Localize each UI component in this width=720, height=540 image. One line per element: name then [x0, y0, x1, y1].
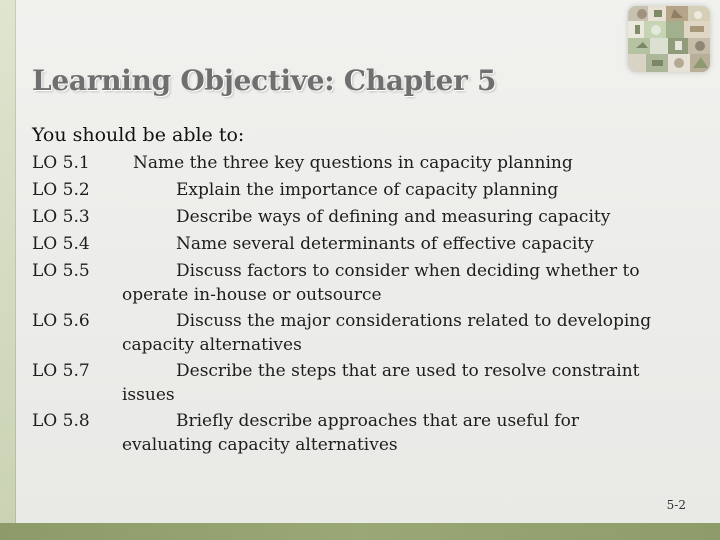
objective-code: LO 5.7 — [32, 361, 90, 381]
objective-text-content: Name several determinants of effective capacity — [176, 234, 594, 254]
objective-text-content: Describe ways of defining and measuring capacity — [176, 207, 611, 227]
bottom-accent-band — [0, 523, 720, 540]
objective-code: LO 5.1 — [32, 153, 90, 173]
objective-text — [122, 232, 670, 256]
objective-text-content: Discuss factors to consider when deciding whether to operate in-house or outsource — [122, 261, 640, 305]
objective-code: LO 5.6 — [32, 311, 90, 331]
objective-text — [122, 359, 670, 407]
corner-collage-image — [628, 6, 710, 72]
objective-text-content: Briefly describe approaches that are useful for evaluating capacity alternatives — [122, 411, 579, 455]
objective-text — [122, 309, 670, 357]
slide-title: Learning Objective: Chapter 5 — [32, 64, 497, 97]
objective-text-content: Describe the steps that are used to resolve constraint issues — [122, 361, 640, 405]
objective-code: LO 5.2 — [32, 180, 90, 200]
objective-text: Name the three key questions in capacity planning — [133, 153, 573, 173]
objective-text — [122, 409, 670, 457]
intro-text: You should be able to: — [32, 124, 245, 146]
objective-text-content: Discuss the major considerations related to developing capacity alternatives — [122, 311, 652, 355]
objective-text — [122, 205, 670, 229]
slide-number: 5-2 — [666, 498, 686, 512]
objective-text-content: Explain the importance of capacity planning — [176, 180, 559, 200]
objective-text — [122, 178, 670, 202]
objective-code: LO 5.4 — [32, 234, 90, 254]
objective-text — [122, 259, 670, 307]
objective-code: LO 5.5 — [32, 261, 90, 281]
objective-code: LO 5.3 — [32, 207, 90, 227]
objective-code: LO 5.8 — [32, 411, 90, 431]
